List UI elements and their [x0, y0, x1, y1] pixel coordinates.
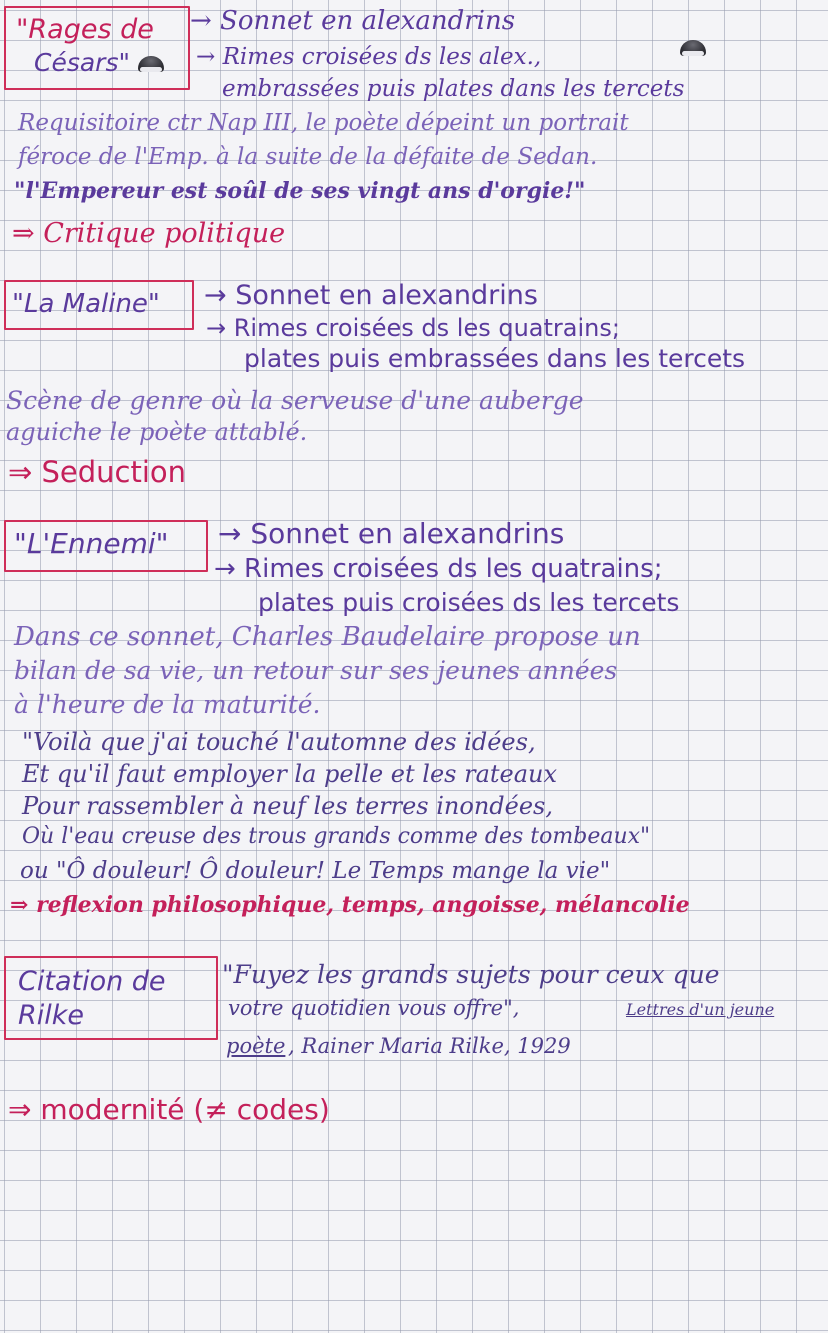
- rages-form: → Sonnet en alexandrins: [190, 6, 516, 36]
- rilke-source-title-cont: poète: [226, 1034, 286, 1058]
- rages-rhymes-cont: embrassées puis plates dans les tercets: [222, 76, 685, 102]
- rilke-title-box: [4, 956, 218, 1040]
- ennemi-quote-4: Où l'eau creuse des trous grands comme des tombeaux": [22, 824, 651, 849]
- rilke-quote-2: votre quotidien vous offre",: [228, 996, 520, 1020]
- ennemi-summary-1: Dans ce sonnet, Charles Baudelaire propose un: [14, 622, 641, 652]
- rages-conclusion: ⇒ Critique politique: [12, 218, 286, 249]
- maline-summary-1: Scène de genre où la serveuse d'une auberge: [6, 386, 584, 415]
- ennemi-quote-2: Et qu'il faut employer la pelle et les rateaux: [22, 760, 558, 788]
- ennemi-title-box: [4, 520, 208, 572]
- maline-rhymes: → Rimes croisées ds les quatrains;: [206, 314, 620, 342]
- rilke-source-title: Lettres d'un jeune: [626, 1000, 775, 1019]
- ennemi-conclusion: ⇒ reflexion philosophique, temps, angoisse, mélancolie: [10, 892, 690, 918]
- rages-summary-1: Requisitoire ctr Nap III, le poète dépeint un portrait: [18, 110, 629, 136]
- ennemi-quote-5: ou "Ô douleur! Ô douleur! Le Temps mange la vie": [20, 858, 611, 884]
- rages-rhymes: → Rimes croisées ds les alex.,: [196, 44, 542, 70]
- ennemi-summary-3: à l'heure de la maturité.: [14, 690, 321, 719]
- maline-conclusion: ⇒ Seduction: [8, 455, 187, 489]
- rilke-quote-1: "Fuyez les grands sujets pour ceux que: [222, 960, 720, 989]
- ennemi-rhymes: → Rimes croisées ds les quatrains;: [214, 554, 663, 584]
- ennemi-summary-2: bilan de sa vie, un retour sur ses jeunes années: [14, 656, 618, 685]
- maline-title: "La Maline": [12, 289, 160, 319]
- ennemi-quote-3: Pour rassembler à neuf les terres inondées,: [22, 792, 553, 820]
- hole-punch-icon: [680, 40, 706, 56]
- maline-rhymes-cont: plates puis embrassées dans les tercets: [244, 344, 746, 373]
- ennemi-rhymes-cont: plates puis croisées ds les tercets: [258, 588, 680, 617]
- rilke-title-line2: Rilke: [18, 1000, 85, 1031]
- maline-form: → Sonnet en alexandrins: [204, 280, 538, 311]
- rages-title-box: [4, 6, 190, 90]
- maline-summary-2: aguiche le poète attablé.: [6, 418, 308, 446]
- ennemi-form: → Sonnet en alexandrins: [218, 517, 565, 550]
- maline-title-box: [4, 280, 194, 330]
- rilke-source-author: , Rainer Maria Rilke, 1929: [288, 1034, 571, 1058]
- rilke-conclusion: ⇒ modernité (≠ codes): [8, 1093, 330, 1126]
- rages-title-line1: "Rages de: [16, 14, 154, 45]
- rages-summary-2: féroce de l'Emp. à la suite de la défaite de Sedan.: [18, 144, 598, 170]
- ennemi-title: "L'Ennemi": [14, 527, 169, 560]
- rages-quote: "l'Empereur est soûl de ses vingt ans d'orgie!": [14, 178, 586, 204]
- ennemi-quote-1: "Voilà que j'ai touché l'automne des idées,: [22, 728, 536, 756]
- rages-title-line2: Césars": [34, 48, 130, 77]
- rilke-title-line1: Citation de: [18, 966, 166, 997]
